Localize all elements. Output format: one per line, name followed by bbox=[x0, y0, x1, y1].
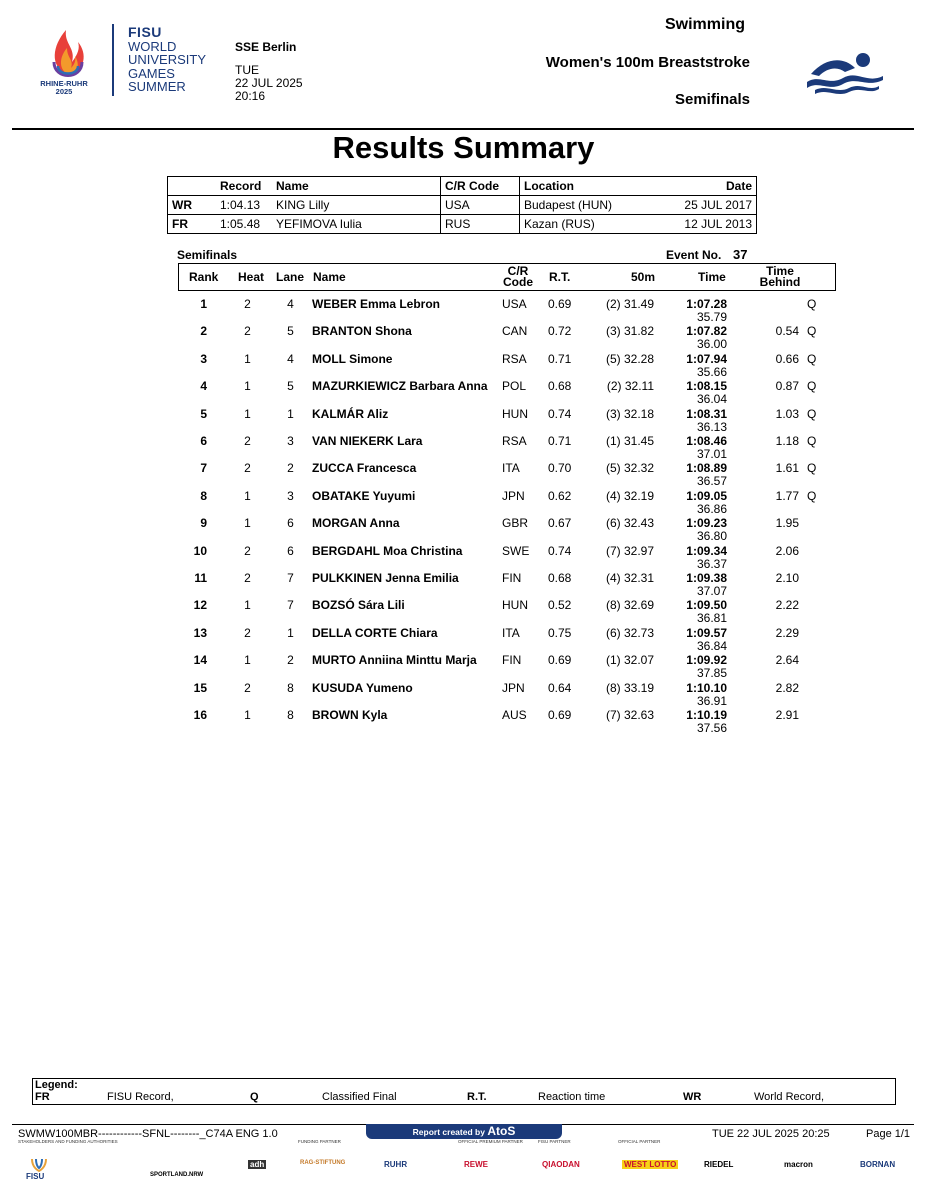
time-behind: 1.77 bbox=[775, 488, 799, 503]
org-line-1: FISU bbox=[128, 24, 162, 40]
split-second-50m: 35.66 bbox=[696, 364, 727, 379]
athlete-name: OBATAKE Yuyumi bbox=[312, 488, 416, 503]
record-location: Kazan (RUS) bbox=[520, 215, 669, 234]
qualification-mark: Q bbox=[807, 488, 817, 503]
records-header-row bbox=[168, 177, 757, 196]
final-time: 1:10.10 bbox=[686, 680, 727, 695]
session-date: 22 JUL 2025 bbox=[235, 76, 303, 90]
col-code-top: C/R bbox=[507, 264, 529, 278]
partner-label: OFFICIAL PARTNER bbox=[618, 1139, 661, 1144]
record-date: 25 JUL 2017 bbox=[668, 196, 757, 215]
time-behind: 0.87 bbox=[775, 379, 799, 394]
qualification-mark: Q bbox=[807, 406, 817, 421]
split-second-50m: 36.84 bbox=[696, 638, 727, 653]
country-code: ITA bbox=[502, 461, 520, 476]
table-row bbox=[0, 489, 927, 516]
split-50m: (5) 32.28 bbox=[605, 351, 654, 366]
lane-cell: 6 bbox=[287, 516, 294, 531]
host-city-label: RHINE-RUHR 2025 bbox=[40, 79, 88, 96]
lane-cell: 5 bbox=[287, 324, 294, 339]
rank-cell: 3 bbox=[200, 351, 207, 366]
heat-cell: 2 bbox=[244, 434, 251, 448]
rank-cell: 2 bbox=[200, 324, 207, 339]
heat-cell: 1 bbox=[244, 516, 251, 531]
rank-cell: 14 bbox=[193, 653, 207, 668]
heat-cell: 2 bbox=[244, 297, 251, 311]
reaction-time: 0.74 bbox=[548, 406, 572, 421]
heat-cell: 1 bbox=[244, 406, 251, 421]
lane-cell: 7 bbox=[287, 571, 294, 585]
rank-cell: 9 bbox=[200, 516, 207, 531]
page-title: Results Summary bbox=[332, 130, 595, 165]
record-location: Budapest (HUN) bbox=[520, 196, 669, 215]
final-time: 1:08.31 bbox=[686, 406, 727, 421]
sponsor-macron: macron bbox=[784, 1160, 813, 1169]
heat-cell: 2 bbox=[244, 571, 251, 585]
table-row bbox=[0, 626, 927, 653]
table-row bbox=[0, 544, 927, 571]
legend bbox=[32, 1078, 896, 1105]
final-time: 1:09.23 bbox=[686, 516, 727, 531]
split-second-50m: 36.37 bbox=[696, 556, 727, 571]
country-code: CAN bbox=[502, 324, 528, 339]
sponsor-sportland: SPORTLAND.NRW bbox=[150, 1172, 204, 1178]
lane-cell: 1 bbox=[287, 406, 294, 421]
heat-cell: 1 bbox=[244, 379, 251, 394]
rank-cell: 13 bbox=[193, 625, 207, 640]
split-second-50m: 37.07 bbox=[696, 584, 727, 598]
venue-name: SSE Berlin bbox=[235, 40, 297, 54]
split-second-50m: 37.01 bbox=[696, 447, 727, 461]
split-second-50m: 36.00 bbox=[696, 337, 727, 352]
final-time: 1:09.38 bbox=[686, 571, 727, 585]
lane-cell: 5 bbox=[287, 379, 294, 394]
records-header-location: Location bbox=[520, 177, 669, 196]
country-code: RSA bbox=[502, 434, 527, 448]
country-code: AUS bbox=[502, 708, 527, 722]
split-second-50m: 36.91 bbox=[696, 693, 727, 708]
record-abbr: FR bbox=[168, 215, 207, 234]
final-time: 1:09.05 bbox=[686, 488, 727, 503]
split-second-50m: 36.57 bbox=[696, 474, 727, 489]
qualification-mark: Q bbox=[807, 324, 817, 339]
records-header-blank bbox=[168, 177, 207, 196]
col-behind-bottom: Behind bbox=[759, 275, 801, 289]
session-datetime bbox=[235, 64, 303, 103]
lane-cell: 7 bbox=[287, 598, 294, 613]
col-time: Time bbox=[698, 270, 726, 284]
split-second-50m: 36.04 bbox=[696, 392, 727, 407]
org-line-4: GAMES bbox=[128, 65, 175, 81]
partner-label: STAKEHOLDERS AND FUNDING AUTHORITIES bbox=[18, 1139, 118, 1144]
reaction-time: 0.71 bbox=[548, 351, 572, 366]
athlete-name: BOZSÓ Sára Lili bbox=[312, 598, 405, 613]
split-50m: (7) 32.63 bbox=[605, 708, 654, 722]
records-table bbox=[167, 176, 757, 234]
report-created-banner bbox=[366, 1124, 562, 1139]
report-created-label: Report created by bbox=[412, 1127, 485, 1137]
country-code: POL bbox=[502, 379, 527, 394]
qualification-mark: Q bbox=[807, 297, 817, 311]
heat-cell: 2 bbox=[244, 680, 251, 695]
sponsor-bornan: BORNAN bbox=[860, 1160, 896, 1169]
time-behind: 1.03 bbox=[775, 406, 799, 421]
event-number: 37 bbox=[733, 247, 748, 262]
time-behind: 0.66 bbox=[775, 351, 799, 366]
table-row bbox=[0, 516, 927, 543]
heat-cell: 2 bbox=[244, 324, 251, 339]
country-code: FIN bbox=[502, 571, 522, 585]
record-code: RUS bbox=[441, 215, 520, 234]
heat-cell: 2 bbox=[244, 461, 251, 476]
sport-name: Swimming bbox=[664, 16, 745, 33]
country-code: HUN bbox=[502, 598, 528, 613]
col-rt: R.T. bbox=[549, 270, 571, 284]
final-time: 1:08.15 bbox=[686, 379, 727, 394]
legend-text: FISU Record, bbox=[107, 1091, 174, 1103]
records-header-name: Name bbox=[276, 179, 309, 193]
time-behind: 2.10 bbox=[775, 571, 799, 585]
country-code: SWE bbox=[502, 543, 530, 558]
sponsor-rag: RAG-STIFTUNG bbox=[300, 1160, 346, 1166]
country-code: HUN bbox=[502, 406, 528, 421]
athlete-name: MURTO Anniina Minttu Marja bbox=[312, 653, 477, 668]
partner-label: OFFICIAL PREMIUM PARTNER bbox=[458, 1139, 523, 1144]
fisu-emblem-icon bbox=[30, 1158, 48, 1172]
table-row bbox=[0, 352, 927, 379]
split-50m: (7) 32.97 bbox=[605, 543, 654, 558]
athlete-name: PULKKINEN Jenna Emilia bbox=[312, 571, 459, 585]
split-50m: (8) 33.19 bbox=[605, 680, 654, 695]
split-50m: (1) 32.07 bbox=[605, 653, 654, 668]
legend-abbr: Q bbox=[250, 1091, 259, 1103]
phase-name: Semifinals bbox=[674, 91, 750, 108]
records-header-date: Date bbox=[725, 179, 752, 193]
lane-cell: 6 bbox=[287, 543, 294, 558]
athlete-name: BRANTON Shona bbox=[312, 324, 412, 339]
legend-text: World Record, bbox=[754, 1091, 825, 1103]
atos-logo: AtoS bbox=[487, 1124, 516, 1138]
record-row bbox=[168, 196, 757, 215]
athlete-name: ZUCCA Francesca bbox=[312, 461, 417, 476]
country-code: RSA bbox=[502, 351, 527, 366]
report-datetime: TUE 22 JUL 2025 20:25 bbox=[712, 1128, 830, 1140]
reaction-time: 0.68 bbox=[548, 571, 572, 585]
reaction-time: 0.67 bbox=[548, 516, 572, 531]
results-section-label: Semifinals bbox=[177, 248, 238, 262]
final-time: 1:07.28 bbox=[686, 297, 727, 311]
reaction-time: 0.69 bbox=[548, 297, 572, 311]
record-holder: YEFIMOVA Iulia bbox=[272, 215, 441, 234]
athlete-name: VAN NIEKERK Lara bbox=[312, 434, 423, 448]
rank-cell: 12 bbox=[193, 598, 207, 613]
heat-cell: 2 bbox=[244, 625, 251, 640]
split-second-50m: 37.56 bbox=[696, 721, 727, 735]
reaction-time: 0.69 bbox=[548, 653, 572, 668]
split-second-50m: 36.86 bbox=[696, 501, 727, 516]
lane-cell: 3 bbox=[287, 488, 294, 503]
table-row bbox=[0, 708, 927, 735]
split-second-50m: 36.13 bbox=[696, 419, 727, 434]
split-50m: (2) 32.11 bbox=[606, 379, 654, 394]
time-behind: 0.54 bbox=[775, 324, 799, 339]
time-behind: 2.64 bbox=[775, 653, 799, 668]
org-line-2: WORLD bbox=[128, 38, 177, 54]
sponsor-qiaodan: QIAODAN bbox=[542, 1160, 580, 1169]
org-line-3: UNIVERSITY bbox=[128, 52, 207, 67]
split-50m: (5) 32.32 bbox=[605, 461, 654, 476]
record-row bbox=[168, 215, 757, 234]
event-number-label: Event No. bbox=[666, 248, 722, 262]
sponsor-riedel: RIEDEL bbox=[704, 1160, 734, 1169]
time-behind: 1.95 bbox=[775, 516, 799, 531]
rank-cell: 8 bbox=[200, 488, 207, 503]
split-50m: (6) 32.73 bbox=[605, 625, 654, 640]
heat-cell: 1 bbox=[244, 653, 251, 668]
rank-cell: 10 bbox=[193, 543, 207, 558]
legend-abbr: R.T. bbox=[467, 1091, 487, 1103]
record-holder: KING Lilly bbox=[272, 196, 441, 215]
country-code: ITA bbox=[502, 625, 520, 640]
lane-cell: 3 bbox=[287, 434, 294, 448]
partner-label: FISU PARTNER bbox=[538, 1139, 571, 1144]
rank-cell: 4 bbox=[200, 379, 207, 394]
reaction-time: 0.72 bbox=[548, 324, 572, 339]
heat-cell: 1 bbox=[244, 351, 251, 366]
sponsor-westlotto: WEST LOTTO bbox=[624, 1160, 677, 1169]
final-time: 1:09.50 bbox=[686, 598, 727, 613]
athlete-name: KUSUDA Yumeno bbox=[312, 680, 413, 695]
reaction-time: 0.74 bbox=[548, 543, 572, 558]
split-50m: (3) 32.18 bbox=[605, 406, 654, 421]
athlete-name: WEBER Emma Lebron bbox=[312, 297, 441, 311]
rank-cell: 15 bbox=[193, 680, 207, 695]
table-row bbox=[0, 407, 927, 434]
athlete-name: KALMÁR Aliz bbox=[312, 406, 389, 421]
country-code: GBR bbox=[502, 516, 529, 531]
table-row bbox=[0, 434, 927, 461]
time-behind: 1.18 bbox=[775, 434, 799, 448]
record-code: USA bbox=[441, 196, 520, 215]
time-behind: 2.91 bbox=[775, 708, 799, 722]
time-behind: 2.29 bbox=[775, 625, 799, 640]
rank-cell: 7 bbox=[200, 461, 207, 476]
lane-cell: 4 bbox=[287, 297, 294, 311]
reaction-time: 0.71 bbox=[548, 434, 572, 448]
legend-abbr: WR bbox=[683, 1091, 702, 1103]
reaction-time: 0.64 bbox=[548, 680, 572, 695]
lane-cell: 8 bbox=[287, 680, 294, 695]
country-code: JPN bbox=[502, 680, 525, 695]
final-time: 1:10.19 bbox=[686, 708, 727, 722]
split-50m: (6) 32.43 bbox=[605, 516, 654, 531]
sponsor-adh: adh bbox=[250, 1160, 265, 1169]
split-50m: (4) 32.19 bbox=[605, 488, 654, 503]
country-code: JPN bbox=[502, 488, 525, 503]
table-row bbox=[0, 297, 927, 324]
results-header bbox=[178, 263, 836, 291]
time-behind: 2.22 bbox=[775, 598, 799, 613]
split-50m: (4) 32.31 bbox=[605, 571, 654, 585]
heat-cell: 1 bbox=[244, 598, 251, 613]
qualification-mark: Q bbox=[807, 351, 817, 366]
final-time: 1:07.94 bbox=[686, 351, 727, 366]
table-row bbox=[0, 461, 927, 488]
qualification-mark: Q bbox=[807, 461, 817, 476]
athlete-name: MAZURKIEWICZ Barbara Anna bbox=[312, 379, 488, 394]
legend-text: Reaction time bbox=[538, 1091, 606, 1103]
split-second-50m: 36.80 bbox=[696, 529, 727, 544]
split-50m: (8) 32.69 bbox=[605, 598, 654, 613]
qualification-mark: Q bbox=[807, 434, 817, 448]
split-second-50m: 36.81 bbox=[696, 611, 727, 626]
time-behind: 2.06 bbox=[775, 543, 799, 558]
final-time: 1:07.82 bbox=[686, 324, 727, 339]
rank-cell: 16 bbox=[193, 708, 207, 722]
athlete-name: BERGDAHL Moa Christina bbox=[312, 543, 463, 558]
split-second-50m: 37.85 bbox=[696, 666, 727, 681]
table-row bbox=[0, 571, 927, 598]
legend-text: Classified Final bbox=[322, 1091, 397, 1103]
fisu-games-wordmark bbox=[128, 26, 206, 94]
reaction-time: 0.62 bbox=[548, 488, 572, 503]
lane-cell: 2 bbox=[287, 461, 294, 476]
col-heat: Heat bbox=[238, 270, 265, 284]
final-time: 1:09.34 bbox=[686, 543, 727, 558]
rank-cell: 1 bbox=[200, 297, 207, 311]
rank-cell: 6 bbox=[200, 434, 207, 448]
col-code-bottom: Code bbox=[503, 275, 533, 289]
athlete-name: DELLA CORTE Chiara bbox=[312, 625, 438, 640]
heat-cell: 1 bbox=[244, 488, 251, 503]
record-time: 1:05.48 bbox=[206, 215, 272, 234]
final-time: 1:08.89 bbox=[686, 461, 727, 476]
record-date: 12 JUL 2013 bbox=[668, 215, 757, 234]
records-header-record: Record bbox=[220, 179, 262, 193]
lane-cell: 4 bbox=[287, 351, 294, 366]
reaction-time: 0.68 bbox=[548, 379, 572, 394]
sponsor-fisu: FISU bbox=[26, 1172, 45, 1181]
qualification-mark: Q bbox=[807, 379, 817, 394]
swimmer-icon bbox=[805, 50, 885, 94]
rank-cell: 5 bbox=[200, 406, 207, 421]
time-behind: 1.61 bbox=[775, 461, 799, 476]
legend-abbr: FR bbox=[35, 1091, 50, 1103]
col-behind-top: Time bbox=[766, 264, 794, 278]
col-code bbox=[503, 266, 533, 288]
event-name: Women's 100m Breaststroke bbox=[545, 54, 750, 71]
rank-cell: 11 bbox=[194, 571, 207, 585]
country-code: USA bbox=[502, 297, 527, 311]
records-header-code: C/R Code bbox=[441, 177, 520, 196]
session-time: 20:16 bbox=[235, 89, 266, 103]
session-day: TUE bbox=[235, 63, 259, 77]
sponsor-ruhr: RUHR bbox=[384, 1160, 408, 1169]
page-number: Page 1/1 bbox=[866, 1128, 911, 1140]
record-abbr: WR bbox=[168, 196, 207, 215]
table-row bbox=[0, 598, 927, 625]
country-code: FIN bbox=[502, 653, 522, 668]
org-line-5: SUMMER bbox=[128, 79, 186, 94]
athlete-name: BROWN Kyla bbox=[312, 708, 388, 722]
reaction-time: 0.70 bbox=[548, 461, 572, 476]
athlete-name: MORGAN Anna bbox=[312, 516, 400, 531]
report-code: SWMW100MBR------------SFNL--------_C74A ENG 1.0 bbox=[18, 1128, 278, 1140]
reaction-time: 0.75 bbox=[548, 625, 572, 640]
col-behind bbox=[757, 266, 803, 288]
reaction-time: 0.69 bbox=[548, 708, 572, 722]
table-row bbox=[0, 681, 927, 708]
col-rank: Rank bbox=[189, 270, 219, 284]
legend-title: Legend: bbox=[35, 1079, 78, 1091]
heat-cell: 2 bbox=[244, 543, 251, 558]
lane-cell: 2 bbox=[287, 653, 294, 668]
time-behind: 2.82 bbox=[775, 680, 799, 695]
reaction-time: 0.52 bbox=[548, 598, 572, 613]
col-lane: Lane bbox=[276, 270, 305, 284]
final-time: 1:08.46 bbox=[686, 434, 727, 448]
split-50m: (2) 31.49 bbox=[605, 297, 654, 311]
table-row bbox=[0, 653, 927, 680]
lane-cell: 1 bbox=[287, 625, 294, 640]
athlete-name: MOLL Simone bbox=[312, 351, 393, 366]
sponsor-rewe: REWE bbox=[464, 1160, 488, 1169]
table-row bbox=[0, 379, 927, 406]
split-second-50m: 35.79 bbox=[696, 310, 727, 324]
table-row bbox=[0, 324, 927, 351]
lane-cell: 8 bbox=[287, 708, 294, 722]
record-time: 1:04.13 bbox=[206, 196, 272, 215]
split-50m: (3) 31.82 bbox=[605, 324, 654, 339]
split-50m: (1) 31.45 bbox=[605, 434, 654, 448]
col-split: 50m bbox=[631, 270, 656, 284]
heat-cell: 1 bbox=[244, 708, 251, 722]
final-time: 1:09.92 bbox=[686, 653, 727, 668]
partner-label: FUNDING PARTNER bbox=[298, 1139, 341, 1144]
col-name: Name bbox=[313, 270, 346, 284]
final-time: 1:09.57 bbox=[686, 625, 727, 640]
